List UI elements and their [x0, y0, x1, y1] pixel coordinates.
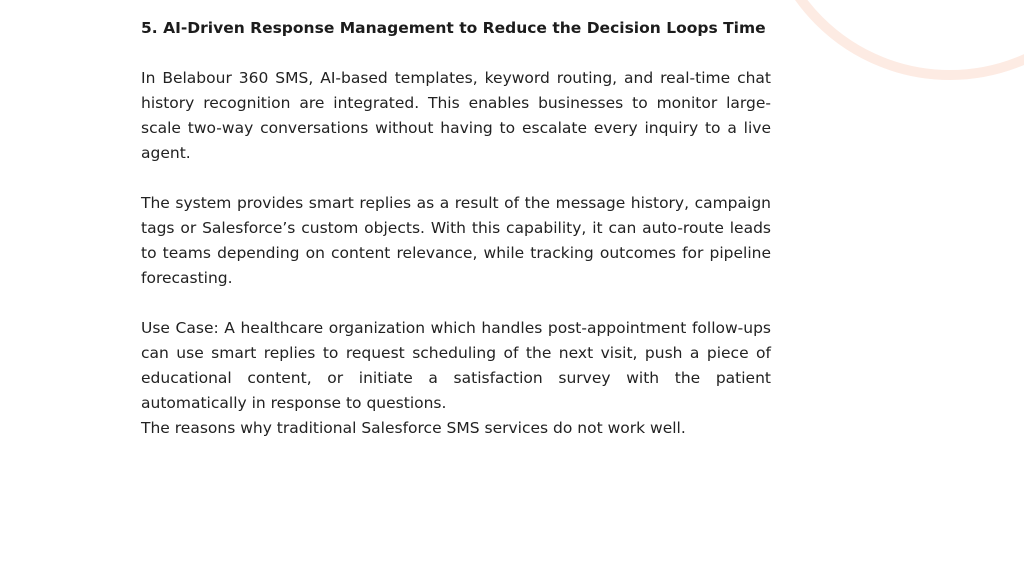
paragraph-intro: In Belabour 360 SMS, AI-based templates, keyword routing, and real-time chat history recognition are integrated. This enables businesses to monitor large-scale two-way conversations without having to escalate every inquiry to a live agent.	[141, 69, 771, 162]
section-heading: 5. AI-Driven Response Management to Reduce the Decision Loops Time	[141, 19, 766, 37]
decorative-arc	[760, 0, 1024, 80]
paragraph-reasons: The reasons why traditional Salesforce SMS services do not work well.	[141, 419, 686, 437]
paragraph-use-case: Use Case: A healthcare organization which handles post-appointment follow-ups can use smart replies to request scheduling of the next visit, push a piece of educational content, or initiate a satisfaction survey with the patient automatically in response to questions.	[141, 319, 771, 412]
paragraph-smart-replies: The system provides smart replies as a result of the message history, campaign tags or Salesforce’s custom objects. With this capability, it can auto-route leads to teams depending on content relevance, while tracking outcomes for pipeline forecasting.	[141, 194, 771, 287]
article-body	[141, 16, 771, 441]
